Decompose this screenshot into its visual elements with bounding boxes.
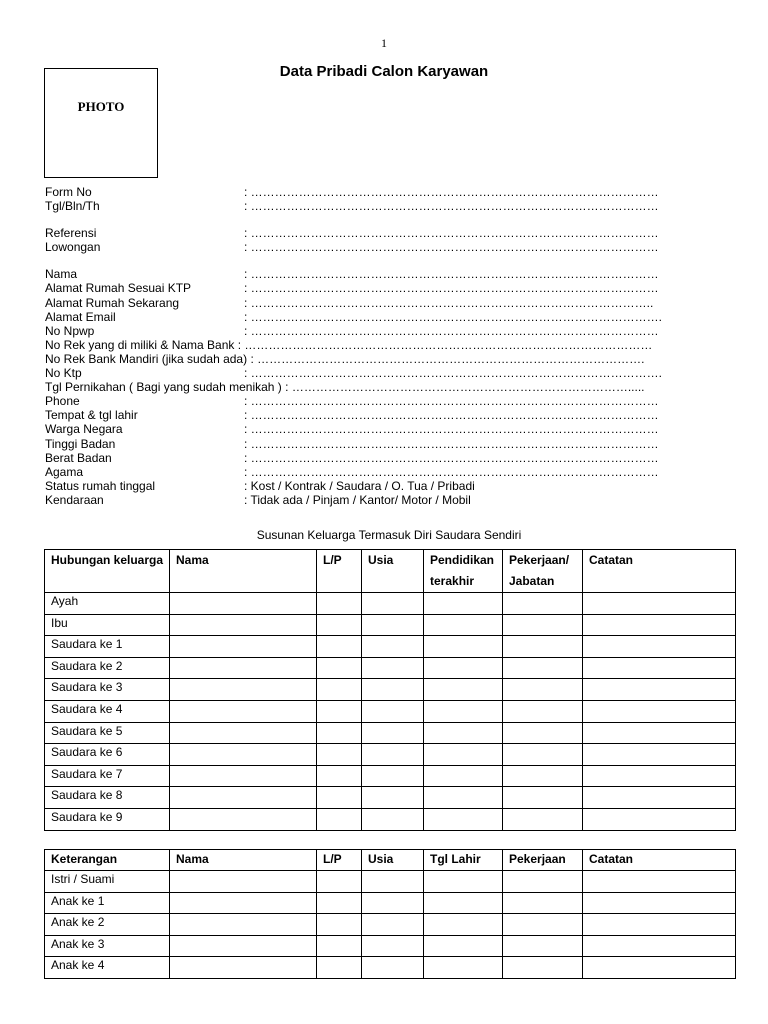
family-empty-cell[interactable] — [317, 679, 362, 701]
family-empty-cell[interactable] — [424, 744, 503, 766]
family-empty-cell[interactable] — [317, 787, 362, 809]
form-field-row — [45, 310, 735, 324]
spouse-table-header-cell: Keterangan — [45, 850, 170, 871]
field-value[interactable]: : ………………………………………………………………………………………… — [237, 337, 653, 352]
form-field-row — [45, 199, 735, 213]
field-label: Tempat & tgl lahir — [45, 408, 138, 423]
form-field-row — [45, 493, 735, 507]
family-relation-cell: Saudara ke 6 — [45, 744, 170, 766]
family-empty-cell[interactable] — [503, 636, 583, 658]
family-table-row — [45, 722, 736, 744]
field-value[interactable]: : ………………………………………………………………………………………… — [244, 240, 659, 255]
spouse-table-row — [45, 935, 736, 957]
spouse-table-header-cell: Usia — [362, 850, 424, 871]
header-line-1: Catatan — [589, 553, 634, 567]
field-value[interactable]: : ………………………………………………………………………………………… — [244, 464, 659, 479]
field-label: Tinggi Badan — [45, 436, 116, 451]
field-value[interactable]: : ………………………………………………………………………………………… — [244, 185, 659, 199]
family-empty-cell[interactable] — [317, 614, 362, 636]
family-empty-cell[interactable] — [362, 614, 424, 636]
spouse-empty-cell[interactable] — [503, 935, 583, 957]
family-empty-cell[interactable] — [503, 700, 583, 722]
family-empty-cell[interactable] — [170, 765, 317, 787]
field-label: Referensi — [45, 226, 97, 241]
family-empty-cell[interactable] — [362, 787, 424, 809]
field-label: Tgl/Bln/Th — [45, 199, 100, 214]
family-empty-cell[interactable] — [317, 722, 362, 744]
page-number: 1 — [381, 36, 387, 50]
spouse-empty-cell[interactable] — [503, 957, 583, 979]
field-label: Kendaraan — [45, 492, 104, 507]
family-table-header-cell — [362, 550, 424, 593]
family-table-row — [45, 765, 736, 787]
header-line-1: Pekerjaan/ — [509, 553, 570, 567]
spouse-empty-cell[interactable] — [362, 871, 424, 893]
form-field-row — [45, 394, 735, 408]
spouse-empty-cell[interactable] — [170, 935, 317, 957]
spouse-empty-cell[interactable] — [317, 914, 362, 936]
spouse-empty-cell[interactable] — [317, 871, 362, 893]
family-section-title: Susunan Keluarga Termasuk Diri Saudara Sendiri — [256, 528, 522, 542]
field-value[interactable]: : ………………………………………………………………………………………… — [244, 281, 659, 296]
spouse-empty-cell[interactable] — [170, 957, 317, 979]
spouse-empty-cell[interactable] — [424, 892, 503, 914]
family-empty-cell[interactable] — [503, 657, 583, 679]
form-field-row — [45, 185, 735, 199]
photo-box[interactable] — [44, 68, 158, 178]
form-field-row — [45, 465, 735, 479]
field-value[interactable]: : …………………………………………………………………………………………. — [244, 366, 663, 381]
family-empty-cell[interactable] — [503, 614, 583, 636]
field-value[interactable]: : ………………………………………………………………………………………… — [244, 422, 659, 437]
family-empty-cell[interactable] — [503, 787, 583, 809]
field-label: Alamat Rumah Sesuai KTP — [45, 281, 192, 296]
field-value[interactable]: : ………………………………………………………………………………………… — [244, 199, 659, 214]
family-empty-cell[interactable] — [583, 787, 736, 809]
family-empty-cell[interactable] — [362, 808, 424, 830]
family-empty-cell[interactable] — [503, 722, 583, 744]
spouse-empty-cell[interactable] — [424, 914, 503, 936]
header-line-2: terakhir — [430, 574, 475, 588]
spouse-empty-cell[interactable] — [362, 892, 424, 914]
form-field-row — [45, 366, 735, 380]
spouse-empty-cell[interactable] — [424, 871, 503, 893]
family-empty-cell[interactable] — [170, 636, 317, 658]
spouse-empty-cell[interactable] — [317, 892, 362, 914]
family-relation-cell: Ibu — [45, 614, 170, 636]
field-label: Phone — [45, 394, 80, 409]
family-empty-cell[interactable] — [424, 636, 503, 658]
spouse-table-header-cell: L/P — [317, 850, 362, 871]
spouse-empty-cell[interactable] — [170, 871, 317, 893]
family-empty-cell[interactable] — [170, 787, 317, 809]
family-table-header-cell — [45, 550, 170, 593]
spouse-table-header-cell: Catatan — [583, 850, 736, 871]
spouse-empty-cell[interactable] — [583, 892, 736, 914]
family-empty-cell[interactable] — [503, 808, 583, 830]
field-label: No Npwp — [45, 323, 95, 338]
spouse-empty-cell[interactable] — [583, 957, 736, 979]
field-label: Alamat Rumah Sekarang — [45, 295, 180, 310]
family-empty-cell[interactable] — [503, 679, 583, 701]
spouse-table-row — [45, 892, 736, 914]
spouse-empty-cell[interactable] — [317, 957, 362, 979]
family-table-header-cell — [317, 550, 362, 593]
field-label: Lowongan — [45, 240, 101, 255]
family-empty-cell[interactable] — [583, 679, 736, 701]
family-relation-cell: Saudara ke 9 — [45, 808, 170, 830]
header-line-2: Jabatan — [509, 574, 555, 588]
family-empty-cell[interactable] — [583, 636, 736, 658]
family-empty-cell[interactable] — [317, 700, 362, 722]
field-value[interactable]: : ………………………………………………………………………………………… — [244, 267, 659, 282]
family-empty-cell[interactable] — [583, 765, 736, 787]
family-empty-cell[interactable] — [362, 636, 424, 658]
family-relation-cell: Saudara ke 8 — [45, 787, 170, 809]
field-label: No Ktp — [45, 366, 82, 381]
field-value[interactable]: : ………………………………………………………………………………………… — [244, 323, 659, 338]
form-field-row — [45, 281, 735, 295]
spouse-relation-cell: Istri / Suami — [45, 871, 170, 893]
family-empty-cell[interactable] — [424, 657, 503, 679]
spouse-empty-cell[interactable] — [583, 871, 736, 893]
spouse-empty-cell[interactable] — [503, 871, 583, 893]
family-empty-cell[interactable] — [583, 657, 736, 679]
spouse-relation-cell: Anak ke 4 — [45, 957, 170, 979]
family-relation-cell: Ayah — [45, 593, 170, 615]
field-value[interactable]: : Tidak ada / Pinjam / Kantor/ Motor / Mobil — [244, 492, 471, 507]
form-field-row — [45, 437, 735, 451]
spouse-table-header-cell: Nama — [170, 850, 317, 871]
family-table-header-cell — [170, 550, 317, 593]
family-empty-cell[interactable] — [170, 722, 317, 744]
header-line-1: Hubungan keluarga — [51, 553, 164, 567]
field-label: Form No — [45, 185, 92, 199]
header-line-1: Pendidikan — [430, 553, 495, 567]
form-field-row — [45, 296, 735, 310]
field-label: Alamat Email — [45, 309, 116, 324]
spouse-table-header-cell: Tgl Lahir — [424, 850, 503, 871]
family-empty-cell[interactable] — [424, 593, 503, 615]
family-empty-cell[interactable] — [362, 679, 424, 701]
family-empty-cell[interactable] — [362, 744, 424, 766]
family-empty-cell[interactable] — [317, 636, 362, 658]
form-field-row — [45, 240, 735, 254]
document-title: Data Pribadi Calon Karyawan — [279, 63, 489, 80]
header-line-1: L/P — [323, 553, 342, 567]
spouse-table-row — [45, 957, 736, 979]
spouse-relation-cell: Anak ke 2 — [45, 914, 170, 936]
field-label: Status rumah tinggal — [45, 478, 156, 493]
family-empty-cell[interactable] — [317, 765, 362, 787]
field-label: No Rek Bank Mandiri (jika sudah ada) — [45, 351, 248, 366]
spouse-empty-cell[interactable] — [424, 935, 503, 957]
field-group-spacer — [45, 254, 735, 267]
spouse-empty-cell[interactable] — [583, 914, 736, 936]
field-value[interactable]: : ………………………………………………………………………………………… — [244, 450, 659, 465]
field-value[interactable]: : ………………………………………………………………………………………… — [244, 394, 659, 409]
family-empty-cell[interactable] — [362, 657, 424, 679]
family-empty-cell[interactable] — [503, 765, 583, 787]
family-relation-cell: Saudara ke 4 — [45, 700, 170, 722]
family-table-row — [45, 593, 736, 615]
family-empty-cell[interactable] — [503, 744, 583, 766]
field-label: Warga Negara — [45, 422, 123, 437]
field-label: Agama — [45, 464, 84, 479]
family-empty-cell[interactable] — [170, 593, 317, 615]
family-empty-cell[interactable] — [503, 593, 583, 615]
spouse-empty-cell[interactable] — [362, 914, 424, 936]
spouse-table-row — [45, 871, 736, 893]
family-table-row — [45, 657, 736, 679]
field-value[interactable]: : Kost / Kontrak / Saudara / O. Tua / Pribadi — [244, 478, 475, 493]
family-table-header-cell — [583, 550, 736, 593]
family-table-row — [45, 700, 736, 722]
form-field-row — [45, 451, 735, 465]
family-empty-cell[interactable] — [362, 722, 424, 744]
field-label: Berat Badan — [45, 450, 112, 465]
family-empty-cell[interactable] — [362, 700, 424, 722]
field-value[interactable]: : ………………………………………………………………………………………… — [244, 436, 659, 451]
family-empty-cell[interactable] — [424, 679, 503, 701]
spouse-empty-cell[interactable] — [170, 892, 317, 914]
family-empty-cell[interactable] — [424, 722, 503, 744]
spouse-relation-cell: Anak ke 3 — [45, 935, 170, 957]
field-value[interactable]: : ……………………………………………………………………………………….. — [244, 295, 654, 310]
family-relation-cell: Saudara ke 3 — [45, 679, 170, 701]
family-empty-cell[interactable] — [424, 787, 503, 809]
family-empty-cell[interactable] — [583, 808, 736, 830]
family-empty-cell[interactable] — [317, 808, 362, 830]
field-label: Tgl Pernikahan ( Bagi yang sudah menikah ) — [45, 380, 282, 395]
form-field-row — [45, 479, 735, 493]
field-label: Nama — [45, 267, 78, 282]
family-table-header-cell — [503, 550, 583, 593]
header-line-1: Nama — [176, 553, 209, 567]
spouse-relation-cell: Anak ke 1 — [45, 892, 170, 914]
spouse-empty-cell[interactable] — [503, 892, 583, 914]
family-empty-cell[interactable] — [583, 700, 736, 722]
field-group-spacer — [45, 213, 735, 226]
field-value[interactable]: : …………………………………………………………………………..... — [285, 380, 645, 395]
family-empty-cell[interactable] — [583, 744, 736, 766]
family-empty-cell[interactable] — [170, 808, 317, 830]
family-empty-cell[interactable] — [424, 765, 503, 787]
form-field-row — [45, 408, 735, 422]
family-table-row — [45, 808, 736, 830]
family-empty-cell[interactable] — [424, 700, 503, 722]
header-line-1: Usia — [368, 553, 394, 567]
family-empty-cell[interactable] — [170, 744, 317, 766]
family-empty-cell[interactable] — [170, 657, 317, 679]
family-relation-cell: Saudara ke 1 — [45, 636, 170, 658]
family-empty-cell[interactable] — [583, 593, 736, 615]
form-field-row — [45, 226, 735, 240]
family-table-header-row — [45, 550, 736, 593]
spouse-empty-cell[interactable] — [317, 935, 362, 957]
spouse-empty-cell[interactable] — [583, 935, 736, 957]
spouse-empty-cell[interactable] — [362, 935, 424, 957]
family-table-row — [45, 636, 736, 658]
family-relation-cell: Saudara ke 5 — [45, 722, 170, 744]
field-value[interactable]: : ………………………………………………………………………………………… — [244, 226, 659, 241]
family-empty-cell[interactable] — [362, 765, 424, 787]
family-table-row — [45, 614, 736, 636]
family-relation-cell: Saudara ke 7 — [45, 765, 170, 787]
spouse-empty-cell[interactable] — [503, 914, 583, 936]
field-value[interactable]: : ……………………………………………………………………………………. — [250, 351, 645, 366]
family-empty-cell[interactable] — [583, 614, 736, 636]
family-empty-cell[interactable] — [317, 744, 362, 766]
form-field-row — [45, 380, 735, 394]
family-empty-cell[interactable] — [317, 657, 362, 679]
field-value[interactable]: : …………………………………………………………………………………………. — [244, 309, 663, 324]
family-empty-cell[interactable] — [424, 808, 503, 830]
spouse-empty-cell[interactable] — [424, 957, 503, 979]
form-field-row — [45, 422, 735, 436]
family-empty-cell[interactable] — [362, 593, 424, 615]
form-field-row — [45, 338, 735, 352]
family-empty-cell[interactable] — [170, 614, 317, 636]
personal-data-fields — [45, 185, 735, 507]
family-empty-cell[interactable] — [170, 679, 317, 701]
form-field-row — [45, 352, 735, 366]
family-table-row — [45, 679, 736, 701]
family-empty-cell[interactable] — [317, 593, 362, 615]
family-table — [44, 549, 736, 831]
family-table-row — [45, 744, 736, 766]
spouse-table-header-row — [45, 850, 736, 871]
family-empty-cell[interactable] — [424, 614, 503, 636]
spouse-table-header-cell: Pekerjaan — [503, 850, 583, 871]
spouse-table-row — [45, 914, 736, 936]
family-table-header-cell — [424, 550, 503, 593]
family-empty-cell[interactable] — [583, 722, 736, 744]
family-empty-cell[interactable] — [170, 700, 317, 722]
field-label: No Rek yang di miliki & Nama Bank — [45, 337, 235, 352]
family-relation-cell: Saudara ke 2 — [45, 657, 170, 679]
photo-label: PHOTO — [77, 99, 125, 114]
family-table-row — [45, 787, 736, 809]
spouse-empty-cell[interactable] — [170, 914, 317, 936]
spouse-children-table — [44, 849, 736, 979]
form-field-row — [45, 267, 735, 281]
spouse-empty-cell[interactable] — [362, 957, 424, 979]
field-value[interactable]: : ………………………………………………………………………………………… — [244, 408, 659, 423]
form-field-row — [45, 324, 735, 338]
